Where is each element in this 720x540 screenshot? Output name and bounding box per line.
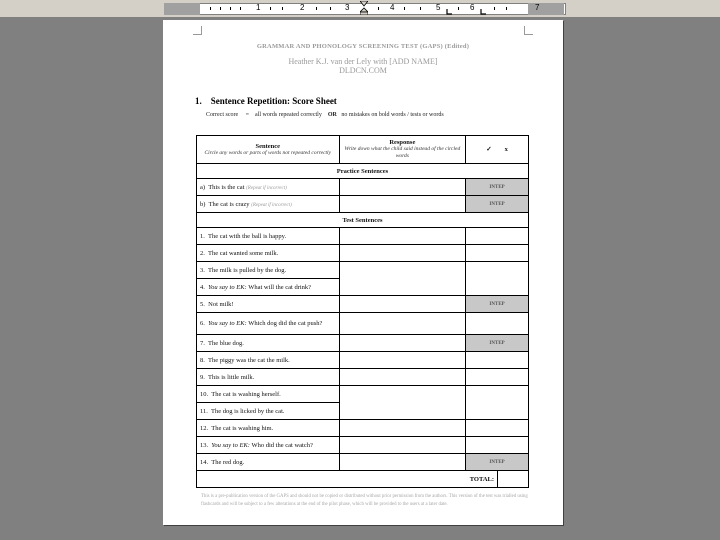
item-number: 3. [200,266,205,274]
test-section-label: Test Sentences [197,213,529,228]
table-row [197,313,529,335]
examiner-prompt: You say to EK: [208,320,247,327]
item-number: 5. [200,300,205,308]
alt-score-desc: no mistakes on bold words / tests or words [341,112,444,118]
ruler-tick [420,7,421,10]
footer-disclaimer: This is a pre-publication version of the GAPS and should not be copied or distributed without prior permission from the authors. This version of the test was trialled using flashcards and will be subject to a few alterations at the end of the pilot phase, which will be provided to the users at a later date. [201,494,528,507]
indent-marker-icon[interactable] [360,1,368,15]
item-number: 2. [200,249,205,257]
crop-mark [193,26,202,35]
sentence-header-label: Sentence [255,142,281,150]
ruler-tick [506,7,507,10]
section-heading [195,96,337,106]
response-header-instructions: Write down what the child said instead of the circled words [344,146,461,159]
item-number: 4. [200,283,205,291]
sentence-cell [197,369,340,386]
ruler-tick [494,7,495,10]
sentence-cell [197,228,340,245]
equals-sign: = [245,112,250,118]
tab-stop-icon[interactable] [446,9,452,15]
sentence-text: What will the cat drink? [248,283,312,291]
sentence-cell [197,279,340,296]
table-row [197,437,529,454]
sentence-column-header [197,136,340,164]
section-title: Sentence Repetition: Score Sheet [210,96,337,106]
response-cell[interactable] [339,245,466,262]
sentence-text: The cat wanted some milk. [208,249,279,257]
item-number: 13. [200,441,209,449]
correct-score-desc: all words repeated correctly [255,112,322,118]
sentence-cell [197,454,340,471]
sentence-text: Who did the cat watch? [251,441,313,449]
ruler-number: 5 [436,3,441,12]
section-number: 1. [195,96,202,106]
crop-mark [524,26,533,35]
ruler-number: 4 [390,3,395,12]
table-row [197,196,529,213]
response-cell[interactable] [339,196,466,213]
response-cell[interactable] [339,296,466,313]
ruler-number: 3 [345,3,350,12]
response-cell[interactable] [339,228,466,245]
item-number: 8. [200,356,205,364]
response-cell[interactable] [339,386,466,420]
scoring-instructions [206,112,444,118]
header-title: GRAMMAR AND PHONOLOGY SCREENING TEST (GAPS) (Edited) [256,43,470,50]
score-cell[interactable] [466,228,529,245]
ruler-tick [458,7,459,10]
sentence-text: The cat is washing him. [211,424,274,432]
shaded-score-cell: ΙΝΤΕΡ [466,296,529,313]
sentence-header-instructions: Circle any words or parts of words not repeated correctly [204,149,332,156]
ruler-tick [270,7,271,10]
header-website: DLDCN.COM [339,66,387,75]
ruler-tick [282,7,283,10]
item-number: b) [200,200,206,208]
item-number: a) [200,183,206,191]
response-cell[interactable] [339,420,466,437]
item-number: 11. [200,407,208,415]
ruler-right-margin[interactable] [528,3,564,15]
ruler-number: 6 [470,3,475,12]
table-row [197,296,529,313]
or-label: OR [327,112,337,118]
response-cell[interactable] [339,437,466,454]
repeat-note: (Repeat if incorrect) [251,202,292,208]
ruler-tick [316,7,317,10]
score-column-header [466,136,529,164]
cross-mark-header: x [504,146,508,153]
table-row [197,335,529,352]
response-cell[interactable] [339,313,466,335]
response-cell[interactable] [339,454,466,471]
total-label: TOTAL: [197,471,498,488]
total-row [197,471,529,488]
sentence-text: The cat is washing herself. [211,390,281,398]
score-cell[interactable] [466,386,529,420]
test-section-row [197,213,529,228]
item-number: 1. [200,232,205,240]
sentence-cell [197,262,340,279]
sentence-text: Which dog did the cat push? [248,320,323,327]
sentence-cell [197,335,340,352]
sentence-cell [197,403,340,420]
examiner-prompt: You say to EK: [211,441,250,449]
table-row [197,179,529,196]
ruler-tick [240,7,241,10]
sentence-cell [197,179,340,196]
item-number: 6. [200,320,205,327]
score-cell[interactable] [466,245,529,262]
ruler-number: 2 [300,3,305,12]
sentence-text: The cat is crazy [208,200,250,208]
response-cell[interactable] [339,335,466,352]
sentence-cell [197,245,340,262]
score-cell[interactable] [466,437,529,454]
table-row [197,352,529,369]
practice-section-label: Practice Sentences [197,164,529,179]
table-row [197,369,529,386]
examiner-prompt: You say to EK: [208,283,247,291]
table-row [197,228,529,245]
ruler-number: 7 [535,3,540,12]
horizontal-ruler[interactable] [0,0,720,18]
total-score-cell[interactable] [498,471,529,488]
table-header-row [197,136,529,164]
sentence-text: The blue dog. [208,339,244,347]
item-number: 10. [200,390,209,398]
ruler-tick [220,7,221,10]
item-number: 7. [200,339,205,347]
sentence-text: This is the cat [208,183,245,191]
table-row [197,386,529,403]
shaded-score-cell: ΙΝΤΕΡ [466,335,529,352]
ruler-tick [230,7,231,10]
sentence-text: The cat with the ball is happy. [208,232,287,240]
table-row [197,245,529,262]
sentence-text: The piggy was the cat the milk. [208,356,290,364]
sentence-cell [197,196,340,213]
shaded-score-cell: ΙΝΤΕΡ [466,179,529,196]
item-number: 14. [200,458,209,466]
ruler-number: 1 [256,3,261,12]
sentence-cell [197,420,340,437]
sentence-text: Not milk! [208,300,234,308]
correct-score-label: Correct score [206,112,239,118]
item-number: 12. [200,424,209,432]
score-sheet-table [196,135,529,488]
header-authors: Heather K.J. van der Lely with [ADD NAME] [288,57,438,66]
sentence-cell [197,352,340,369]
table-row [197,262,529,279]
score-cell[interactable] [466,369,529,386]
ruler-tick [404,7,405,10]
sentence-cell [197,386,340,403]
score-cell[interactable] [466,352,529,369]
sentence-cell [197,313,340,335]
ruler-tick [330,7,331,10]
sentence-text: The dog is licked by the cat. [211,407,285,415]
shaded-score-cell: ΙΝΤΕΡ [466,454,529,471]
response-cell[interactable] [339,352,466,369]
response-cell[interactable] [339,179,466,196]
sentence-text: This is little milk. [208,373,255,381]
sentence-cell [197,296,340,313]
item-number: 9. [200,373,205,381]
practice-section-row [197,164,529,179]
check-mark-header: ✓ [486,146,492,153]
response-column-header [339,136,466,164]
ruler-left-margin[interactable] [164,3,200,15]
score-cell[interactable] [466,420,529,437]
response-cell[interactable] [339,262,466,296]
repeat-note: (Repeat if incorrect) [246,185,287,191]
document-page[interactable] [163,20,563,525]
sentence-text: The red dog. [211,458,245,466]
shaded-score-cell: ΙΝΤΕΡ [466,196,529,213]
response-header-label: Response [389,139,416,146]
table-row [197,420,529,437]
ruler-tick [378,7,379,10]
sentence-cell [197,437,340,454]
tab-stop-icon[interactable] [480,9,486,15]
score-cell[interactable] [466,262,529,296]
ruler-tick [210,7,211,10]
response-cell[interactable] [339,369,466,386]
sentence-text: The milk is pulled by the dog. [208,266,287,274]
score-cell[interactable] [466,313,529,335]
table-row [197,454,529,471]
